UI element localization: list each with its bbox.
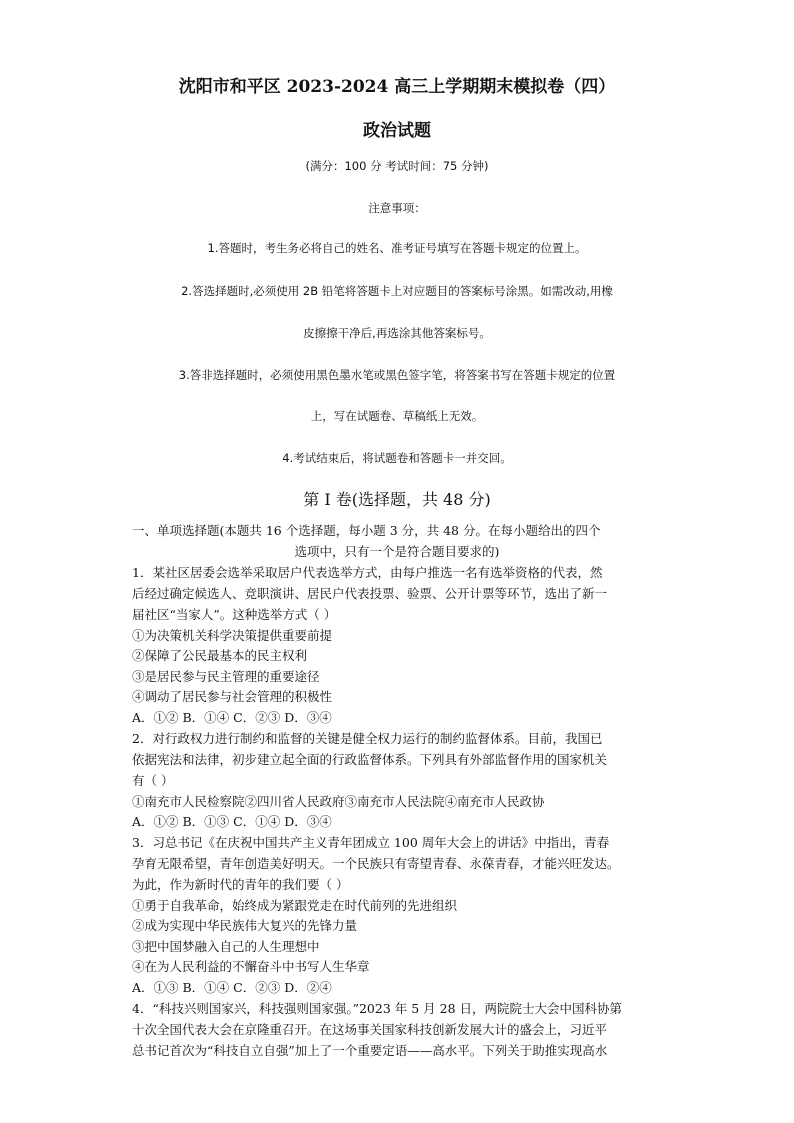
notice-line: 3.答非选择题时，必须使用黑色墨水笔或黑色签字笔，将答案书写在答题卡规定的位置 bbox=[178, 368, 616, 382]
notice-heading: 注意事项： bbox=[368, 201, 426, 215]
option-line: ①为决策机关科学决策提供重要前提 bbox=[132, 628, 333, 643]
option-line: ①勇于自我革命，始终成为紧跟党走在时代前列的先进组织 bbox=[132, 898, 458, 913]
question-line: 届社区“当家人”。这种选举方式（ ） bbox=[132, 607, 337, 622]
option-line: ②保障了公民最基本的民主权利 bbox=[132, 648, 308, 663]
score-time-info: (满分：100 分 考试时间：75 分钟) bbox=[305, 159, 489, 173]
question-line: 3．习总书记《在庆祝中国共产主义青年团成立 100 周年大会上的讲话》中指出，青春 bbox=[132, 835, 610, 850]
option-line: ③把中国梦融入自己的人生理想中 bbox=[132, 939, 320, 954]
question-line: 4．“科技兴则国家兴，科技强则国家强。”2023 年 5 月 28 日，两院院士大会中国科协第 bbox=[132, 1001, 623, 1016]
question-line: 1．某社区居委会选举采取居户代表选举方式，由每户推选一名有选举资格的代表，然 bbox=[132, 565, 603, 580]
option-line: ①南充市人民检察院②四川省人民政府③南充市人民法院④南充市人民政协 bbox=[132, 794, 545, 809]
subject-title: 政治试题 bbox=[363, 121, 431, 141]
answer-choices: A．①② B．①④ C．②③ D．③④ bbox=[132, 710, 332, 725]
question-line: 依据宪法和法律，初步建立起全面的行政监督体系。下列具有外部监督作用的国家机关 bbox=[132, 752, 608, 767]
answer-choices: A．①② B．①③ C．①④ D．③④ bbox=[132, 814, 332, 829]
question-line: 2．对行政权力进行制约和监督的关键是健全权力运行的制约监督体系。目前，我国已 bbox=[132, 731, 603, 746]
notice-line: 皮擦擦干净后,再选涂其他答案标号。 bbox=[303, 326, 491, 340]
section-instruction: 选项中，只有一个是符合题目要求的) bbox=[294, 544, 500, 559]
question-line: 孕育无限希望，青年创造美好明天。一个民族只有寄望青春、永葆青春，才能兴旺发达。 bbox=[132, 856, 620, 871]
question-line: 有（ ） bbox=[132, 773, 174, 788]
notice-line: 2.答选择题时,必须使用 2B 铅笔将答题卡上对应题目的答案标号涂黑。如需改动,用橡 bbox=[181, 284, 613, 298]
option-line: ④调动了居民参与社会管理的积极性 bbox=[132, 689, 333, 704]
question-line: 为此，作为新时代的青年的我们要（ ） bbox=[132, 877, 349, 892]
option-line: ④在为人民利益的不懈奋斗中书写人生华章 bbox=[132, 959, 370, 974]
exam-title: 沈阳市和平区 2023-2024 高三上学期期末模拟卷（四） bbox=[178, 77, 616, 97]
question-line: 后经过确定候选人、竞职演讲、居民户代表投票、验票、公开计票等环节，选出了新一 bbox=[132, 586, 608, 601]
notice-line: 4.考试结束后，将试题卷和答题卡一并交回。 bbox=[282, 451, 512, 465]
part-heading: 第 Ⅰ 卷(选择题，共 48 分) bbox=[303, 490, 491, 509]
notice-line: 上，写在试题卷、草稿纸上无效。 bbox=[310, 409, 484, 423]
answer-choices: A．①③ B．①④ C．②③ D．②④ bbox=[132, 980, 332, 995]
option-line: ③是居民参与民主管理的重要途径 bbox=[132, 669, 320, 684]
question-line: 总书记首次为“科技自立自强”加上了一个重要定语——高水平。下列关于助推实现高水 bbox=[132, 1043, 608, 1058]
notice-line: 1.答题时，考生务必将自己的姓名、准考证号填写在答题卡规定的位置上。 bbox=[207, 241, 587, 255]
option-line: ②成为实现中华民族伟大复兴的先锋力量 bbox=[132, 918, 358, 933]
question-line: 十次全国代表大会在京隆重召开。在这场事关国家科技创新发展大计的盛会上，习近平 bbox=[132, 1022, 608, 1037]
section-instruction: 一、单项选择题(本题共 16 个选择题，每小题 3 分，共 48 分。在每小题给出的四个 bbox=[132, 523, 601, 538]
